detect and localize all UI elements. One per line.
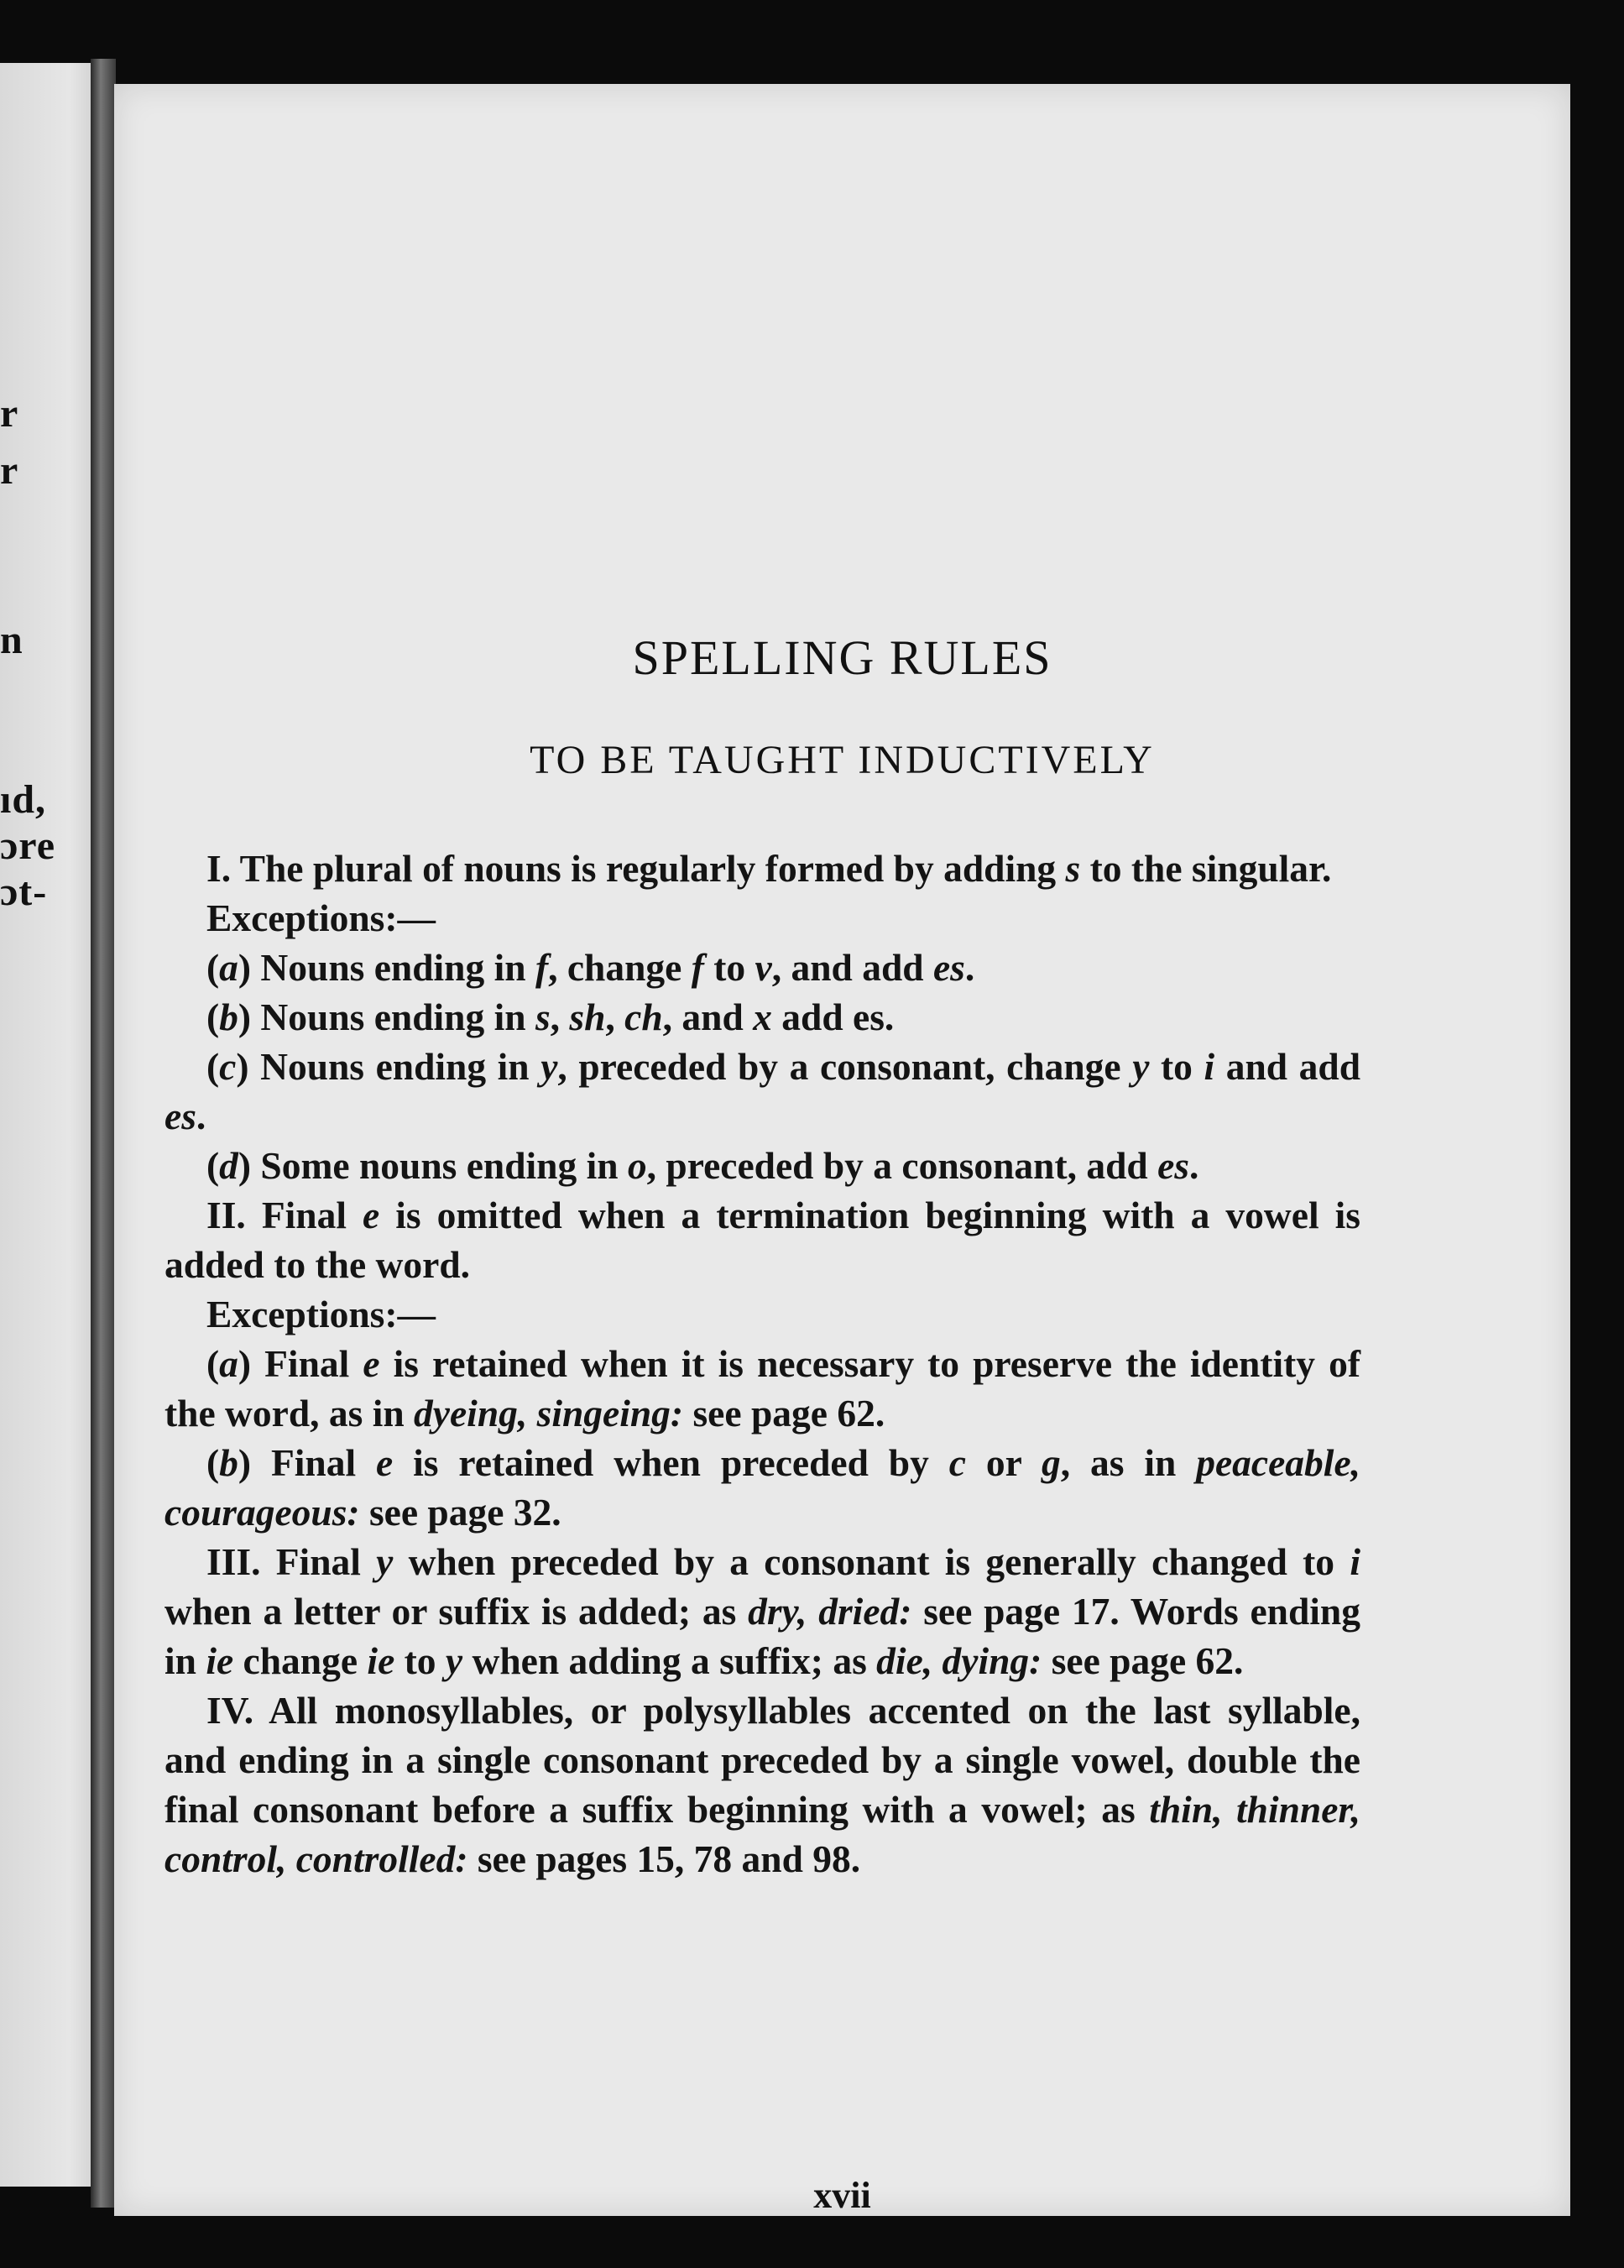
page-subtitle: TO BE TAUGHT INDUCTIVELY bbox=[530, 738, 1155, 782]
rule-1-exception-c: (c) Nouns ending in y, preceded by a consonant, change y to i and add es. bbox=[164, 1045, 1360, 1137]
facing-page-fragment: n bbox=[0, 618, 23, 662]
exceptions-label: Exceptions:— bbox=[206, 896, 436, 939]
facing-page-fragment: r bbox=[0, 448, 19, 493]
rule-3: III. Final y when preceded by a consonant is generally changed to i when a letter or suffix is added; as dry, dried: see page 17. Words ending in ie change ie to y when adding a suffix; as die, dying: see page 62. bbox=[164, 1540, 1360, 1682]
exceptions-label: Exceptions:— bbox=[206, 1293, 436, 1335]
rule-2-exception-b: (b) Final e is retained when preceded by c or g, as in peaceable, courageous: see page 32. bbox=[164, 1441, 1361, 1534]
rule-1-exception-b: (b) Nouns ending in s, sh, ch, and x add es. bbox=[206, 996, 895, 1038]
facing-page-edge bbox=[0, 63, 99, 2187]
rule-1-exception-a: (a) Nouns ending in f, change f to v, and add es. bbox=[206, 946, 975, 989]
rule-2: II. Final e is omitted when a termination beginning with a vowel is added to the word. bbox=[164, 1194, 1361, 1286]
book-page bbox=[114, 84, 1570, 2216]
facing-page-fragment: ıd, bbox=[0, 777, 47, 822]
facing-page-fragment: r bbox=[0, 391, 19, 436]
book-gutter bbox=[91, 59, 116, 2208]
facing-page-fragment: ɔt- bbox=[0, 870, 48, 914]
rule-4: IV. All monosyllables, or polysyllables accented on the last syllable, and ending in a single consonant preceded by a single vowel, double the final consonant before a suffix beginning with a vowel; as thin, thinner, control, controlled: see pages 15, 78 and 98. bbox=[164, 1689, 1361, 1880]
page-number: xvii bbox=[813, 2175, 871, 2216]
rule-1-exception-d: (d) Some nouns ending in o, preceded by a consonant, add es. bbox=[206, 1144, 1199, 1187]
rule-1: I. The plural of nouns is regularly formed by adding s to the singular. bbox=[206, 847, 1332, 890]
rules-text bbox=[164, 844, 1360, 1884]
facing-page-fragment: ɔre bbox=[0, 823, 56, 868]
page-title: SPELLING RULES bbox=[632, 630, 1052, 685]
rule-2-exception-a: (a) Final e is retained when it is necessary to preserve the identity of the word, as in dyeing, singeing: see page 62. bbox=[164, 1342, 1360, 1434]
